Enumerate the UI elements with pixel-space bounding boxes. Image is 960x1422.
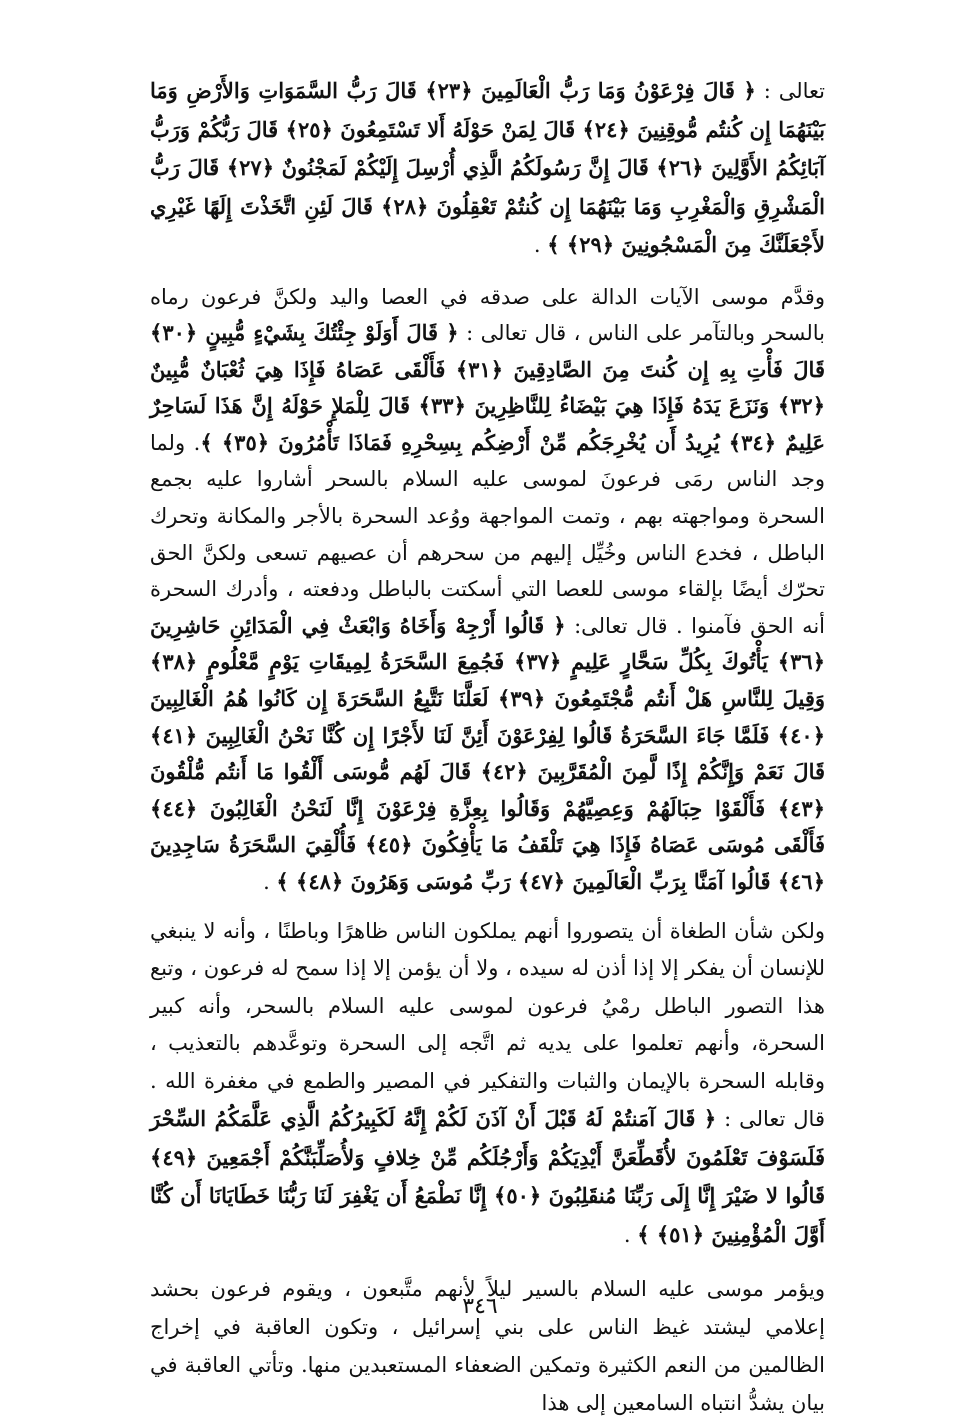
paragraph-1-end: . (533, 233, 548, 257)
paragraph-3-intro: ولكن شأن الطغاة أن يتصوروا أنهم يملكون الناس ظاهرًا وباطنًا ، وأنه لا ينبغي للإنسان أن يفكر إلا إذا أذن له سيده ، ولا أن يؤمن إلا إذا سمح له فرعون ، وتبع هذا التصور الباطل رمْيُ فرعون لموسى عليه السلام بالسحر، وأنه كبير السحرة، وأنهم تعلموا على يديه ثم اتَّجه إلى السحرة وتوعَّدهم بالتعذيب ، وقابله السحرة بالإيمان والثبات والتفكير في المصير والطمع في مغفرة الله . قال تعالى : (150, 918, 825, 1132)
paragraph-1-intro: تعالى : (755, 79, 826, 103)
paragraph-3 (150, 913, 825, 1255)
quran-verses: ﴿ قَالَ آمَنتُمْ لَهُ قَبْلَ أَنْ آذَنَ لَكُمْ إِنَّهُ لَكَبِيرُكُمُ الَّذِي عَلَّمَكُمُ السِّحْرَ فَلَسَوْفَ تَعْلَمُونَ لأُقَطِّعَنَّ أَيْدِيَكُمْ وَأَرْجُلَكُم مِّنْ خِلافٍ وَلأُصَلِّبَنَّكُمْ أَجْمَعِينَ ﴿٤٩﴾ قَالُوا لا ضَيْرَ إِنَّا إِلَى رَبِّنَا مُنقَلِبُونَ ﴿٥٠﴾ إِنَّا نَطْمَعُ أَن يَغْفِرَ لَنَا رَبُّنَا خَطَايَانَا أَن كُنَّا أَوَّلَ الْمُؤْمِنِينَ ﴿٥١﴾ ﴾ (150, 1106, 825, 1247)
quran-verses: ﴿ قَالَ فِرْعَوْنُ وَمَا رَبُّ الْعَالَمِينَ ﴿٢٣﴾ قَالَ رَبُّ السَّمَوَاتِ وَالأَرْضِ وَمَا بَيْنَهُمَا إِن كُنتُم مُّوقِنِينَ ﴿٢٤﴾ قَالَ لِمَنْ حَوْلَهُ أَلا تَسْتَمِعُونَ ﴿٢٥﴾ قَالَ رَبُّكُمْ وَرَبُّ آبَائِكُمُ الأَوَّلِينَ ﴿٢٦﴾ قَالَ إِنَّ رَسُولَكُمُ الَّذِي أُرْسِلَ إِلَيْكُمْ لَمَجْنُونٌ ﴿٢٧﴾ قَالَ رَبُّ الْمَشْرِقِ وَالْمَغْرِبِ وَمَا بَيْنَهُمَا إِن كُنتُمْ تَعْقِلُونَ ﴿٢٨﴾ قَالَ لَئِنِ اتَّخَذْتَ إِلَهًا غَيْرِي لأَجْعَلَنَّكَ مِنَ الْمَسْجُونِينَ ﴿٢٩﴾ ﴾ (150, 78, 825, 257)
paragraph-4 (150, 1270, 825, 1422)
paragraph-2-intro: وقدَّم موسى الآيات الدالة على صدقه في العصا واليد ولكنَّ فرعون رماه بالسحر وبالتآمر على الناس ، قال تعالى : (150, 284, 825, 346)
paragraph-3-end: . (623, 1222, 638, 1247)
page-number: ٣٤٦ (462, 1294, 498, 1319)
quran-verses: ﴿ قَالَ أَوَلَوْ جِئْتُكَ بِشَيْءٍ مُّبِينٍ ﴿٣٠﴾ قَالَ فَأْتِ بِهِ إِن كُنتَ مِنَ الصَّادِقِينَ ﴿٣١﴾ فَأَلْقَى عَصَاهُ فَإِذَا هِيَ ثُعْبَانٌ مُّبِينٌ ﴿٣٢﴾ وَنَزَعَ يَدَهُ فَإِذَا هِيَ بَيْضَاءُ لِلنَّاظِرِينَ ﴿٣٣﴾ قَالَ لِلْمَلإِ حَوْلَهُ إِنَّ هَذَا لَسَاحِرٌ عَلِيمٌ ﴿٣٤﴾ يُرِيدُ أَن يُخْرِجَكُم مِّنْ أَرْضِكُم بِسِحْرِهِ فَمَاذَا تَأْمُرُونَ ﴿٣٥﴾ ﴾ (150, 320, 826, 455)
paragraph-2 (150, 279, 825, 901)
quran-verses: ﴿ قَالُوا أَرْجِهْ وَأَخَاهُ وَابْعَثْ فِي الْمَدَائِنِ حَاشِرِينَ ﴿٣٦﴾ يَأْتُوكَ بِكُلِّ سَحَّارٍ عَلِيمٍ ﴿٣٧﴾ فَجُمِعَ السَّحَرَةُ لِمِيقَاتِ يَوْمٍ مَّعْلُومٍ ﴿٣٨﴾ وَقِيلَ لِلنَّاسِ هَلْ أَنتُم مُّجْتَمِعُونَ ﴿٣٩﴾ لَعَلَّنَا نَتَّبِعُ السَّحَرَةَ إِن كَانُوا هُمُ الْغَالِبِينَ ﴿٤٠﴾ فَلَمَّا جَاءَ السَّحَرَةُ قَالُوا لِفِرْعَوْنَ أَئِنَّ لَنَا لأَجْرًا إِن كُنَّا نَحْنُ الْغَالِبِينَ ﴿٤١﴾ قَالَ نَعَمْ وَإِنَّكُمْ إِذًا لَّمِنَ الْمُقَرَّبِينَ ﴿٤٢﴾ قَالَ لَهُم مُّوسَى أَلْقُوا مَا أَنتُم مُّلْقُونَ ﴿٤٣﴾ فَأَلْقَوْا حِبَالَهُمْ وَعِصِيَّهُمْ وَقَالُوا بِعِزَّةِ فِرْعَوْنَ إِنَّا لَنَحْنُ الْغَالِبُونَ ﴿٤٤﴾ فَأَلْقَى مُوسَى عَصَاهُ فَإِذَا هِيَ تَلْقَفُ مَا يَأْفِكُونَ ﴿٤٥﴾ فَأُلْقِيَ السَّحَرَةُ سَاجِدِينَ ﴿٤٦﴾ قَالُوا آمَنَّا بِرَبِّ الْعَالَمِينَ ﴿٤٧﴾ رَبِّ مُوسَى وَهَرُونَ ﴿٤٨﴾ ﴾ (150, 612, 826, 894)
paragraph-1 (150, 72, 825, 265)
paragraph-2-end: . (263, 870, 277, 894)
paragraph-4-text: ويؤمر موسى عليه السلام بالسير ليلاً لأنهم متَّبعون ، ويقوم فرعون بحشد إعلامي ليشتد غيظ الناس على بني إسرائيل ، وتكون العاقبة في إخراج الظالمين من النعم الكثيرة وتمكين الضعفاء المستعبدين منها. وتأتي العاقبة في بيان يشدُّ انتباه السامعين إلى هذا (150, 1277, 825, 1416)
paragraph-2-middle: . ولما وجد الناس رمَى فرعونَ لموسى عليه السلام بالسحر أشاروا عليه بجمع السحرة ومواجهته بهم ، وتمت المواجهة ووُعد السحرة بالأجر والمكانة وتحرك الباطل ، فخدع الناس وخُيِّل إليهم من سحرهم أن عصيهم تسعى ولكنَّ الحق تحرّك أيضًا بإلقاء موسى للعصا التي أسكتت بالباطل ودفعته ، وأدرك السحرة أنه الحق فآمنوا . قال تعالى: (150, 430, 826, 638)
